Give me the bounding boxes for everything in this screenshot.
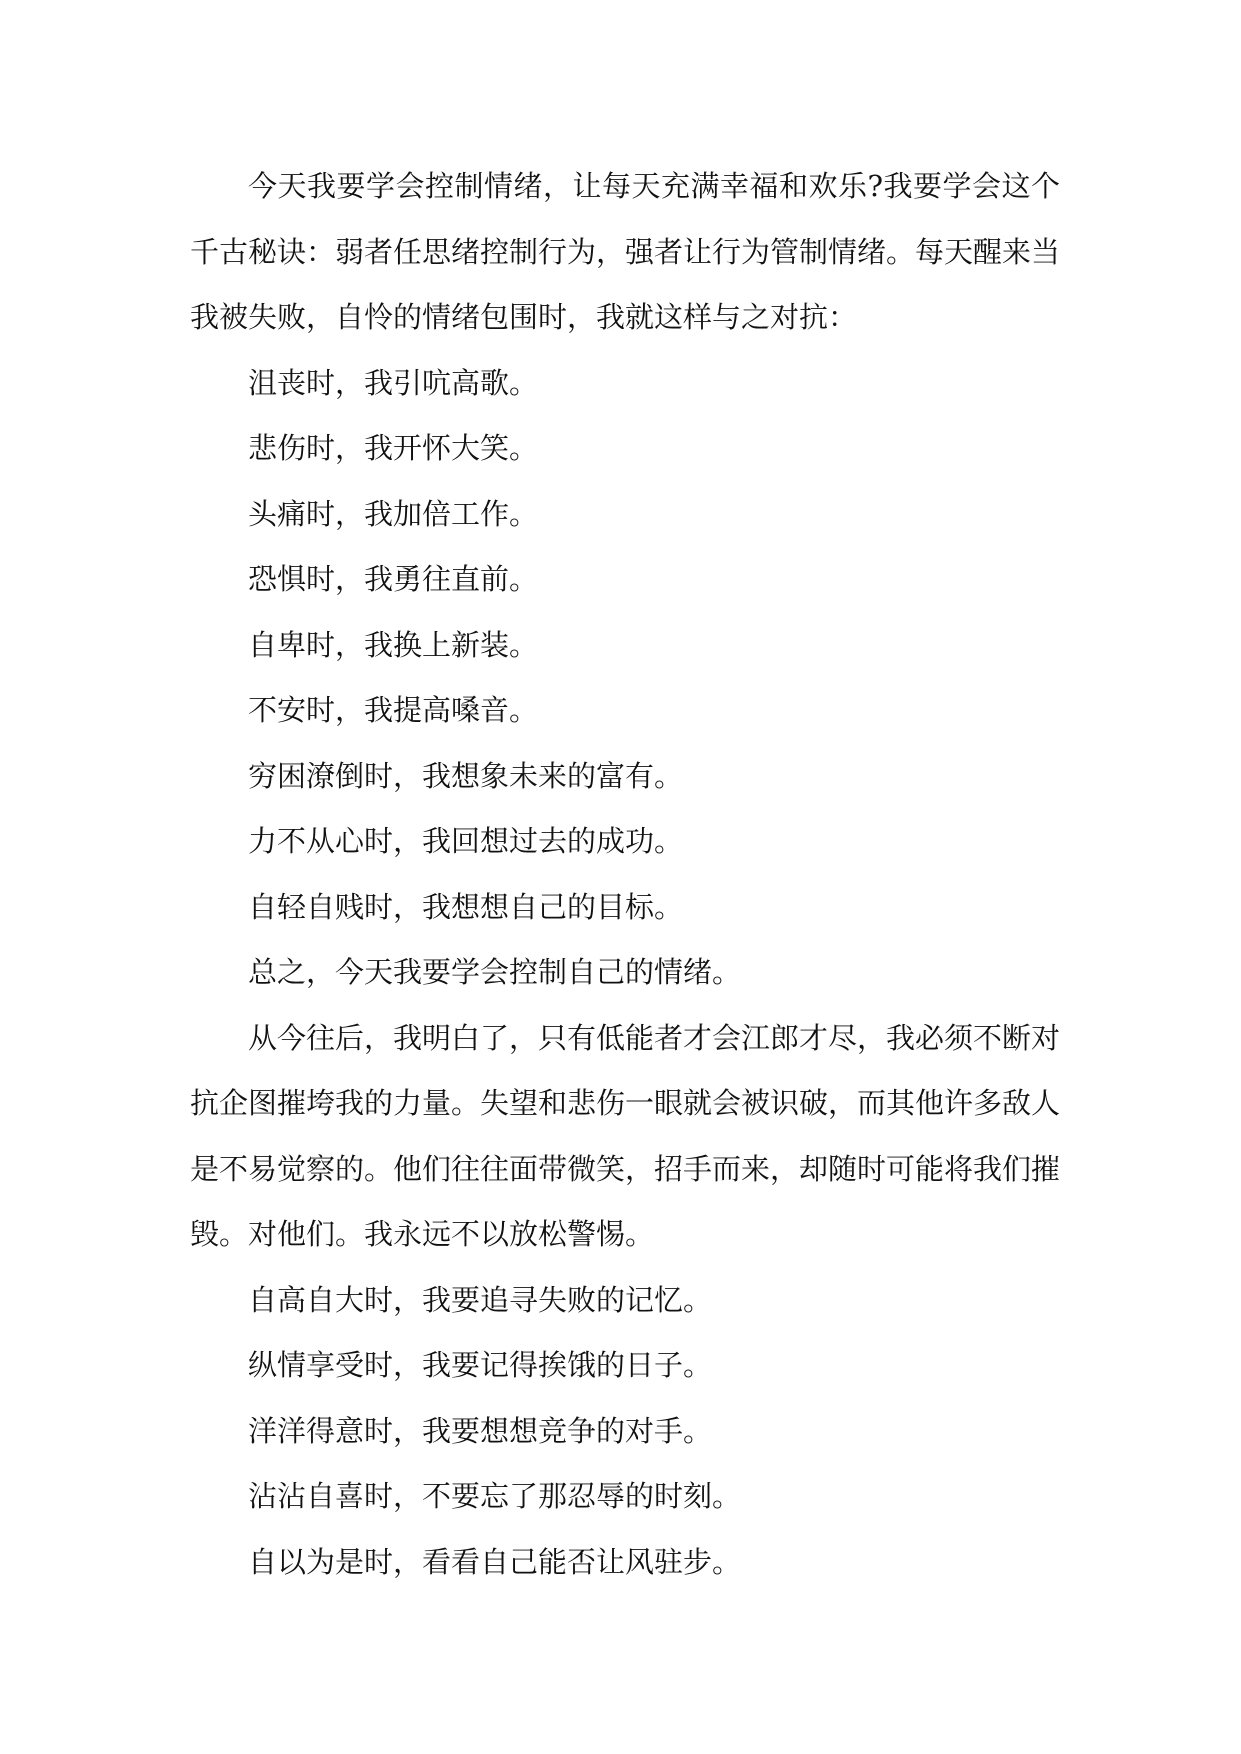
paragraph: 自以为是时，看看自己能否让风驻步。 [248,1544,742,1579]
paragraph: 纵情享受时，我要记得挨饿的日子。 [248,1348,713,1382]
paragraph: 头痛时，我加倍工作。 [248,496,539,531]
paragraph: 穷困潦倒时，我想象未来的富有。 [248,758,684,793]
document-body [190,154,1060,1595]
paragraph: 总之，今天我要学会控制自己的情绪。 [248,955,742,989]
paragraph: 自高自大时，我要追寻失败的记忆。 [248,1282,713,1317]
paragraph: 力不从心时，我回想过去的成功。 [248,824,684,858]
paragraph: 自轻自贱时，我想想自己的目标。 [248,889,684,924]
paragraph: 自卑时，我换上新装。 [248,627,539,662]
paragraph: 从今往后，我明白了，只有低能者才会江郎才尽，我必须不断对抗企图摧垮我的力量。失望和悲伤一眼就会被识破，而其他许多敌人是不易觉察的。他们往往面带微笑，招手而来，却随时可能将我们摧毁。对他们。我永远不以放松警惕。 [190,1020,1061,1251]
paragraph: 恐惧时，我勇往直前。 [248,562,539,596]
paragraph: 沮丧时，我引吭高歌。 [248,365,539,400]
paragraph: 今天我要学会控制情绪，让每天充满幸福和欢乐?我要学会这个千古秘诀：弱者任思绪控制行为，强者让行为管制情绪。每天醒来当我被失败，自怜的情绪包围时，我就这样与之对抗： [190,169,1061,334]
paragraph: 洋洋得意时，我要想想竞争的对手。 [248,1413,713,1448]
paragraph: 不安时，我提高嗓音。 [248,693,539,727]
paragraph: 沾沾自喜时，不要忘了那忍辱的时刻。 [248,1479,742,1513]
paragraph: 悲伤时，我开怀大笑。 [248,431,539,465]
